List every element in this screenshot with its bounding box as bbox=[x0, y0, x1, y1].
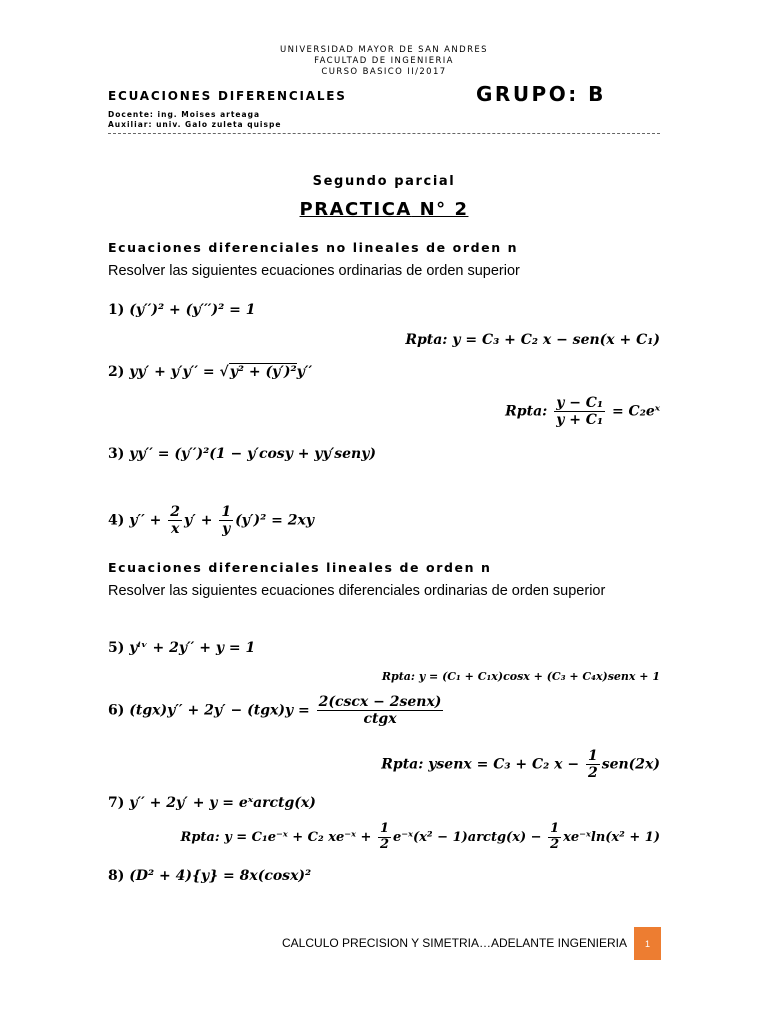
problem-2 bbox=[108, 364, 312, 380]
answer-expression-a: y = C₁e⁻ˣ + C₂ xe⁻ˣ + bbox=[224, 829, 372, 845]
problem-equation: yⁱᵛ + 2y′′ + y = 1 bbox=[129, 640, 256, 656]
answer-2 bbox=[505, 395, 660, 428]
problem-equation-root: y² + (y′)² bbox=[229, 364, 297, 380]
answer-7 bbox=[181, 822, 660, 853]
answer-6 bbox=[381, 748, 660, 781]
fraction-2-over-x bbox=[168, 504, 182, 537]
course-period: CURSO BASICO II/2017 bbox=[321, 67, 447, 77]
fraction-numerator: 2(cscx − 2senx) bbox=[318, 694, 442, 710]
assistant-line: Auxiliar: univ. Galo zuleta quispe bbox=[108, 120, 282, 129]
answer-expression-c: xe⁻ˣln(x² + 1) bbox=[563, 829, 660, 845]
fraction-denominator: ctgx bbox=[363, 711, 397, 728]
fraction-denominator: 2 bbox=[379, 836, 390, 852]
fraction-numerator: 1 bbox=[550, 821, 560, 836]
problem-equation-left: (tgx)y′′ + 2y′ − (tgx)y = bbox=[129, 702, 310, 719]
problem-6 bbox=[108, 694, 445, 727]
course-title: ECUACIONES DIFERENCIALES bbox=[108, 89, 347, 103]
problem-7 bbox=[108, 795, 316, 811]
practice-title-main: PRACTICA bbox=[299, 199, 412, 220]
fraction-denominator: x bbox=[170, 521, 180, 538]
fraction-numerator: 2 bbox=[170, 504, 180, 520]
section-heading-linear: Ecuaciones diferenciales lineales de orden n bbox=[108, 560, 492, 575]
header-divider bbox=[108, 133, 660, 134]
answer-expression-left: ysenx = C₃ + C₂ x − bbox=[428, 756, 580, 773]
problem-4 bbox=[108, 504, 314, 537]
problem-equation: y′′ + 2y′ + y = eˣarctg(x) bbox=[129, 795, 316, 811]
problem-equation-right: y′′ bbox=[296, 364, 313, 380]
fraction-denominator: 2 bbox=[587, 765, 598, 782]
problem-equation-a: y′′ + bbox=[129, 512, 162, 529]
problem-8 bbox=[108, 868, 311, 884]
fraction-1-over-2 bbox=[378, 822, 391, 853]
fraction-denominator: y bbox=[222, 521, 231, 538]
teacher-line: Docente: ing. Moises arteaga bbox=[108, 110, 261, 119]
problem-equation: yy′′ = (y′′)²(1 − y′cosy + yy′seny) bbox=[129, 446, 376, 462]
problem-1 bbox=[108, 302, 255, 318]
problem-number: 8) bbox=[108, 868, 125, 884]
answer-label: Rpta: bbox=[381, 670, 415, 683]
answer-expression-right: sen(2x) bbox=[601, 756, 660, 773]
answer-expression: y = (C₁ + C₁x)cosx + (C₃ + C₄x)senx + 1 bbox=[418, 670, 660, 683]
section-instruction-linear: Resolver las siguientes ecuaciones diferenciales ordinarias de orden superior bbox=[108, 583, 606, 599]
problem-number: 2) bbox=[108, 364, 125, 380]
fraction-1-over-y bbox=[219, 504, 233, 537]
answer-label: Rpta: bbox=[381, 756, 424, 773]
fraction-1-over-2 bbox=[586, 748, 600, 781]
problem-number: 5) bbox=[108, 640, 125, 656]
problem-3 bbox=[108, 446, 376, 462]
answer-expression: y = C₃ + C₂ x − sen(x + C₁) bbox=[452, 332, 660, 348]
section-instruction-nonlinear: Resolver las siguientes ecuaciones ordinarias de orden superior bbox=[108, 263, 520, 279]
fraction-1-over-2 bbox=[548, 822, 561, 853]
footer-text: CALCULO PRECISION Y SIMETRIA…ADELANTE INGENIERIA bbox=[282, 936, 627, 950]
problem-5 bbox=[108, 640, 255, 656]
fraction-denominator: 2 bbox=[550, 836, 560, 852]
answer-label: Rpta: bbox=[505, 403, 548, 420]
practice-title-number: N° 2 bbox=[411, 199, 469, 220]
fraction-numerator: 1 bbox=[587, 748, 598, 764]
fraction-numerator: 1 bbox=[379, 821, 390, 836]
problem-equation: (D² + 4){y} = 8x(cosx)² bbox=[129, 868, 312, 884]
faculty-name: FACULTAD DE INGENIERIA bbox=[314, 56, 454, 66]
answer-5 bbox=[382, 670, 660, 683]
practice-title bbox=[0, 199, 768, 220]
problem-number: 4) bbox=[108, 512, 125, 529]
group-label: GRUPO: B bbox=[476, 82, 606, 106]
problem-number: 6) bbox=[108, 702, 125, 719]
problem-number: 7) bbox=[108, 795, 125, 811]
fraction-numerator: 1 bbox=[221, 504, 232, 520]
problem-equation-c: (y′)² = 2xy bbox=[235, 512, 314, 529]
problem-number: 1) bbox=[108, 302, 125, 318]
answer-label: Rpta: bbox=[405, 332, 448, 348]
answer-1 bbox=[405, 332, 660, 348]
section-heading-nonlinear: Ecuaciones diferenciales no lineales de orden n bbox=[108, 240, 519, 255]
equation-fraction bbox=[317, 694, 444, 727]
problem-number: 3) bbox=[108, 446, 125, 462]
answer-label: Rpta: bbox=[180, 829, 220, 845]
university-name: UNIVERSIDAD MAYOR DE SAN ANDRES bbox=[280, 45, 488, 55]
fraction-numerator: y − C₁ bbox=[556, 395, 604, 411]
answer-expression-b: e⁻ˣ(x² − 1)arctg(x) − bbox=[393, 829, 542, 845]
problem-equation: (y′′)² + (y′′′)² = 1 bbox=[129, 302, 256, 318]
answer-fraction bbox=[554, 395, 605, 428]
exam-subtitle: Segundo parcial bbox=[312, 174, 456, 189]
problem-equation-left: yy′ + y′y′′ = √ bbox=[129, 364, 229, 380]
fraction-denominator: y + C₁ bbox=[556, 412, 604, 429]
problem-equation-b: y′ + bbox=[184, 512, 213, 529]
answer-expression: = C₂eˣ bbox=[611, 403, 660, 420]
page-number: 1 bbox=[634, 927, 661, 960]
